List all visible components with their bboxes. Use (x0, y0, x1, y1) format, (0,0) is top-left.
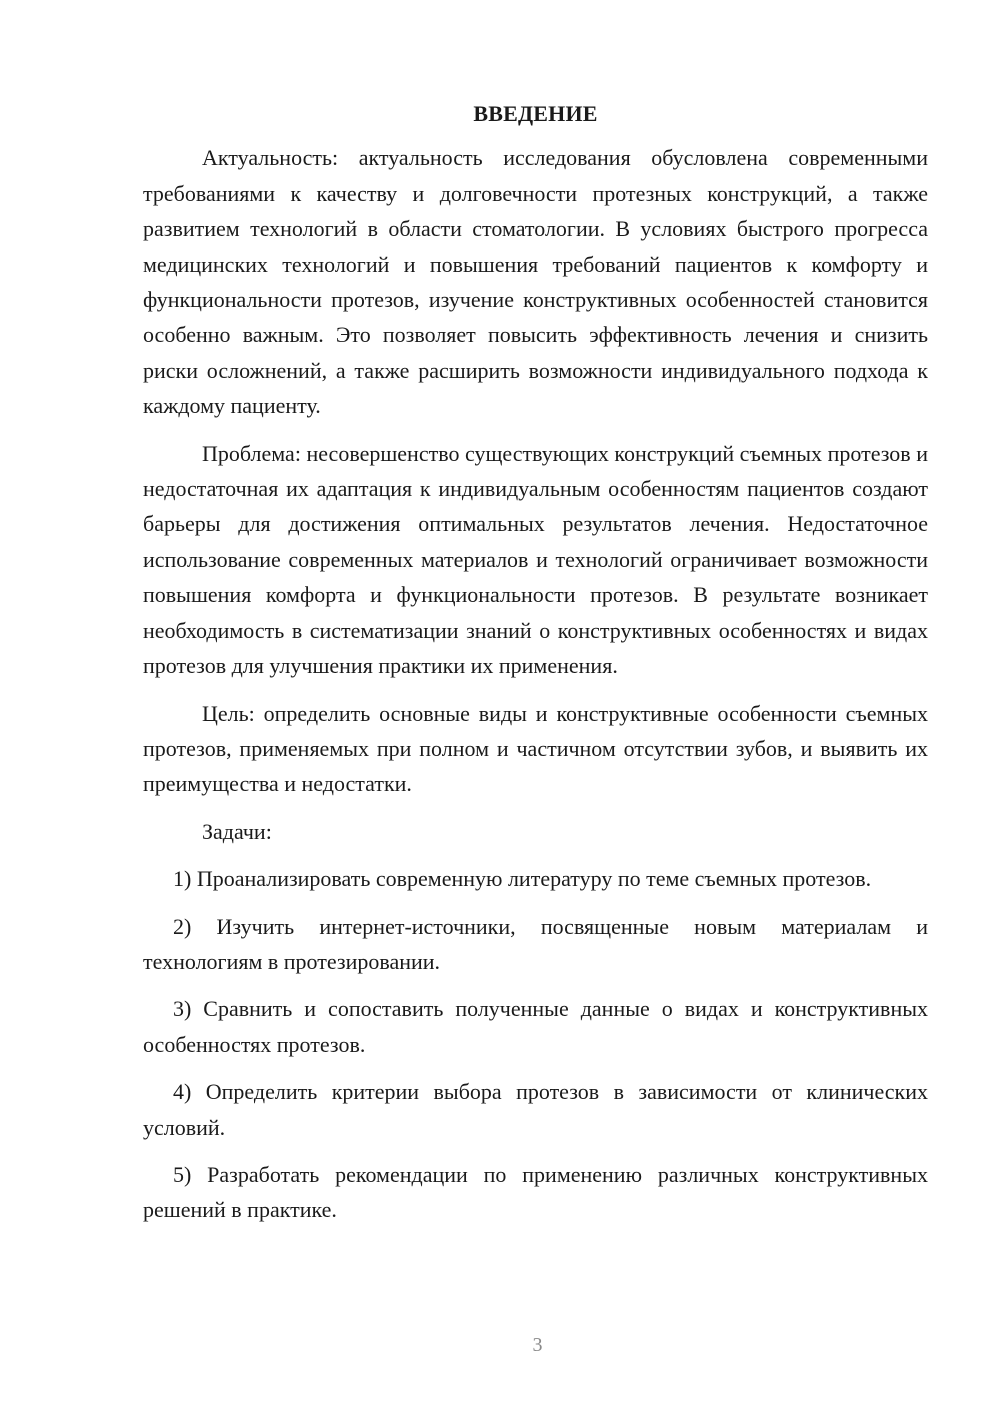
goal-paragraph: Цель: определить основные виды и конструктивные особенности съемных протезов, применяемых при полном и частичном отсутствии зубов, и выявить их преимущества и недостатки. (143, 700, 928, 797)
relevance-paragraph: Актуальность: актуальность исследования обусловлена современными требованиями к качеству и долговечности протезных конструкций, а также развитием технологий в области стоматологии. В условиях быстрого прогресса медицинских технологий и повышения требований пациентов к комфорту и функциональности протезов, изучение конструктивных особенностей становится особенно важным. Это позволяет повысить эффективность лечения и снизить риски осложнений, а также расширить возможности индивидуального подхода к каждому пациенту. (143, 145, 928, 419)
tasks-list (143, 861, 928, 1228)
page-content (143, 96, 928, 1240)
problem-paragraph: Проблема: несовершенство существующих конструкций съемных протезов и недостаточная их адаптация к индивидуальным особенностям пациентов создают барьеры для достижения оптимальных результатов лечения. Недостаточное использование современных материалов и технологий ограничивает возможности повышения комфорта и функциональности протезов. В результате возникает необходимость в систематизации знаний о конструктивных особенностях и видах протезов для улучшения практики их применения. (143, 440, 928, 679)
task-item: 1) Проанализировать современную литературу по теме съемных протезов. (173, 866, 872, 892)
task-item: 5) Разработать рекомендации по применению различных конструктивных решений в практике. (143, 1161, 928, 1223)
section-heading: ВВЕДЕНИЕ (473, 101, 598, 126)
task-item: 3) Сравнить и сопоставить полученные данные о видах и конструктивных особенностях протезов. (143, 996, 928, 1057)
task-item: 4) Определить критерии выбора протезов в зависимости от клинических условий. (143, 1079, 928, 1140)
tasks-label: Задачи: (202, 818, 272, 844)
page-number: 3 (532, 1334, 543, 1356)
task-item: 2) Изучить интернет-источники, посвященные новым материалам и технологиям в протезировании. (143, 913, 928, 974)
